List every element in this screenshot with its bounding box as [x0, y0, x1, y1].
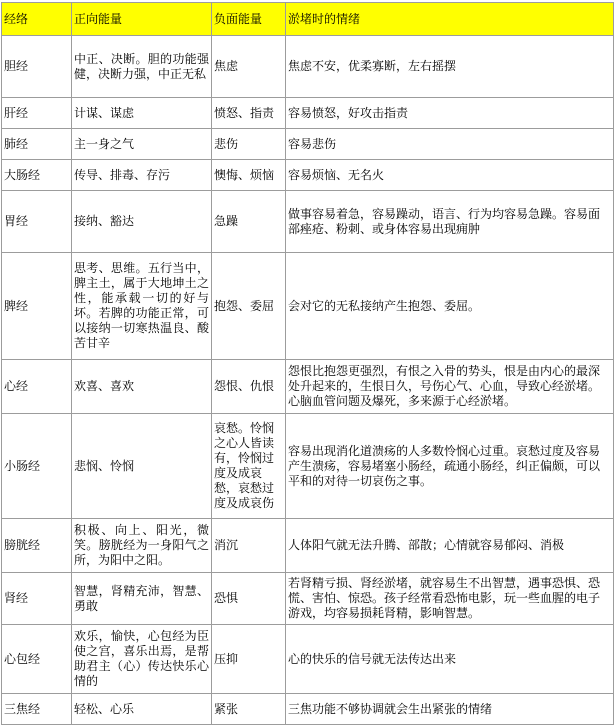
emotion-cell: 容易烦恼、无名火 [286, 160, 614, 191]
channel-cell: 膀胱经 [2, 519, 72, 573]
channel-cell: 胃经 [2, 191, 72, 253]
positive-cell: 传导、排毒、存污 [72, 160, 212, 191]
negative-cell: 悲伤 [212, 129, 286, 160]
emotion-cell: 三焦功能不够协调就会生出紧张的情绪 [286, 694, 614, 725]
table-row [2, 519, 614, 573]
positive-cell: 中正、决断。胆的功能强健，决断力强，中正无私 [72, 36, 212, 98]
negative-cell: 哀愁。怜悯之心人皆读有，怜悯过度及成哀愁，哀愁过度及成哀伤 [212, 414, 286, 519]
negative-cell: 压抑 [212, 625, 286, 694]
emotion-cell: 容易悲伤 [286, 129, 614, 160]
positive-cell: 积极、向上、阳光，微笑。膀胱经为一身阳气之所，为阳中之阳。 [72, 519, 212, 573]
negative-cell: 焦虑 [212, 36, 286, 98]
table-row [2, 191, 614, 253]
channel-cell: 肾经 [2, 573, 72, 625]
channel-cell: 三焦经 [2, 694, 72, 725]
negative-cell: 恐惧 [212, 573, 286, 625]
positive-cell: 欢喜、喜欢 [72, 360, 212, 414]
negative-cell: 紧张 [212, 694, 286, 725]
positive-cell: 主一身之气 [72, 129, 212, 160]
positive-cell: 悲悯、怜悯 [72, 414, 212, 519]
emotion-cell: 容易出现消化道溃疡的人多数怜悯心过重。哀愁过度及容易产生溃疡，容易堵塞小肠经，疏通小肠经，纠正偏颇，可以平和的对待一切哀伤之事。 [286, 414, 614, 519]
header-positive-energy: 正向能量 [72, 3, 212, 36]
table-row [2, 160, 614, 191]
emotion-cell: 怨恨比抱怨更强烈，有恨之入骨的势头，恨是由内心的最深处升起来的，生恨日久，号伤心气、心血，导致心经淤堵。心脑血管问题及爆死，多来源于心经淤堵。 [286, 360, 614, 414]
negative-cell: 消沉 [212, 519, 286, 573]
header-row [2, 3, 614, 36]
negative-cell: 懊悔、烦恼 [212, 160, 286, 191]
emotion-cell: 人体阳气就无法升腾、部散；心情就容易郁闷、消极 [286, 519, 614, 573]
table-row [2, 414, 614, 519]
positive-cell: 轻松、心乐 [72, 694, 212, 725]
emotion-cell: 容易愤怒，好攻击指责 [286, 98, 614, 129]
table-row [2, 129, 614, 160]
channel-cell: 心经 [2, 360, 72, 414]
table-row [2, 625, 614, 694]
negative-cell: 抱怨、委屈 [212, 253, 286, 360]
negative-cell: 怨恨、仇恨 [212, 360, 286, 414]
table-row [2, 573, 614, 625]
table-row [2, 36, 614, 98]
channel-cell: 肝经 [2, 98, 72, 129]
positive-cell: 思考、思维。五行当中，脾主土，属于大地坤土之性，能承载一切的好与坏。若脾的功能正常，可以接纳一切寒热温良、酸苦甘辛 [72, 253, 212, 360]
header-blocked-emotion: 淤堵时的情绪 [286, 3, 614, 36]
emotion-cell: 会对它的无私接纳产生抱怨、委屈。 [286, 253, 614, 360]
emotion-cell: 做事容易着急，容易躁动，语言、行为均容易急躁。容易面部痤疮、粉刺、或身体容易出现痈肿 [286, 191, 614, 253]
table-row [2, 253, 614, 360]
negative-cell: 急躁 [212, 191, 286, 253]
negative-cell: 愤怒、指责 [212, 98, 286, 129]
channel-cell: 胆经 [2, 36, 72, 98]
emotion-cell: 若肾精亏损、肾经淤堵，就容易生不出智慧，遇事恐惧、恐慌、害怕、惊恐。孩子经常看恐怖电影，玩一些血腥的电子游戏，均容易损耗肾精，影响智慧。 [286, 573, 614, 625]
channel-cell: 心包经 [2, 625, 72, 694]
positive-cell: 智慧，肾精充沛，智慧、勇敢 [72, 573, 212, 625]
meridian-emotion-table [1, 2, 614, 725]
channel-cell: 肺经 [2, 129, 72, 160]
header-negative-energy: 负面能量 [212, 3, 286, 36]
table-row [2, 360, 614, 414]
table-row [2, 98, 614, 129]
positive-cell: 欢乐，愉快，心包经为臣使之宫，喜乐出焉，是帮助君主（心）传达快乐心情的 [72, 625, 212, 694]
table-row [2, 694, 614, 725]
header-channel: 经络 [2, 3, 72, 36]
channel-cell: 脾经 [2, 253, 72, 360]
channel-cell: 大肠经 [2, 160, 72, 191]
positive-cell: 接纳、豁达 [72, 191, 212, 253]
positive-cell: 计谋、谋虑 [72, 98, 212, 129]
channel-cell: 小肠经 [2, 414, 72, 519]
emotion-cell: 心的快乐的信号就无法传达出来 [286, 625, 614, 694]
emotion-cell: 焦虑不安，优柔寡断，左右摇摆 [286, 36, 614, 98]
